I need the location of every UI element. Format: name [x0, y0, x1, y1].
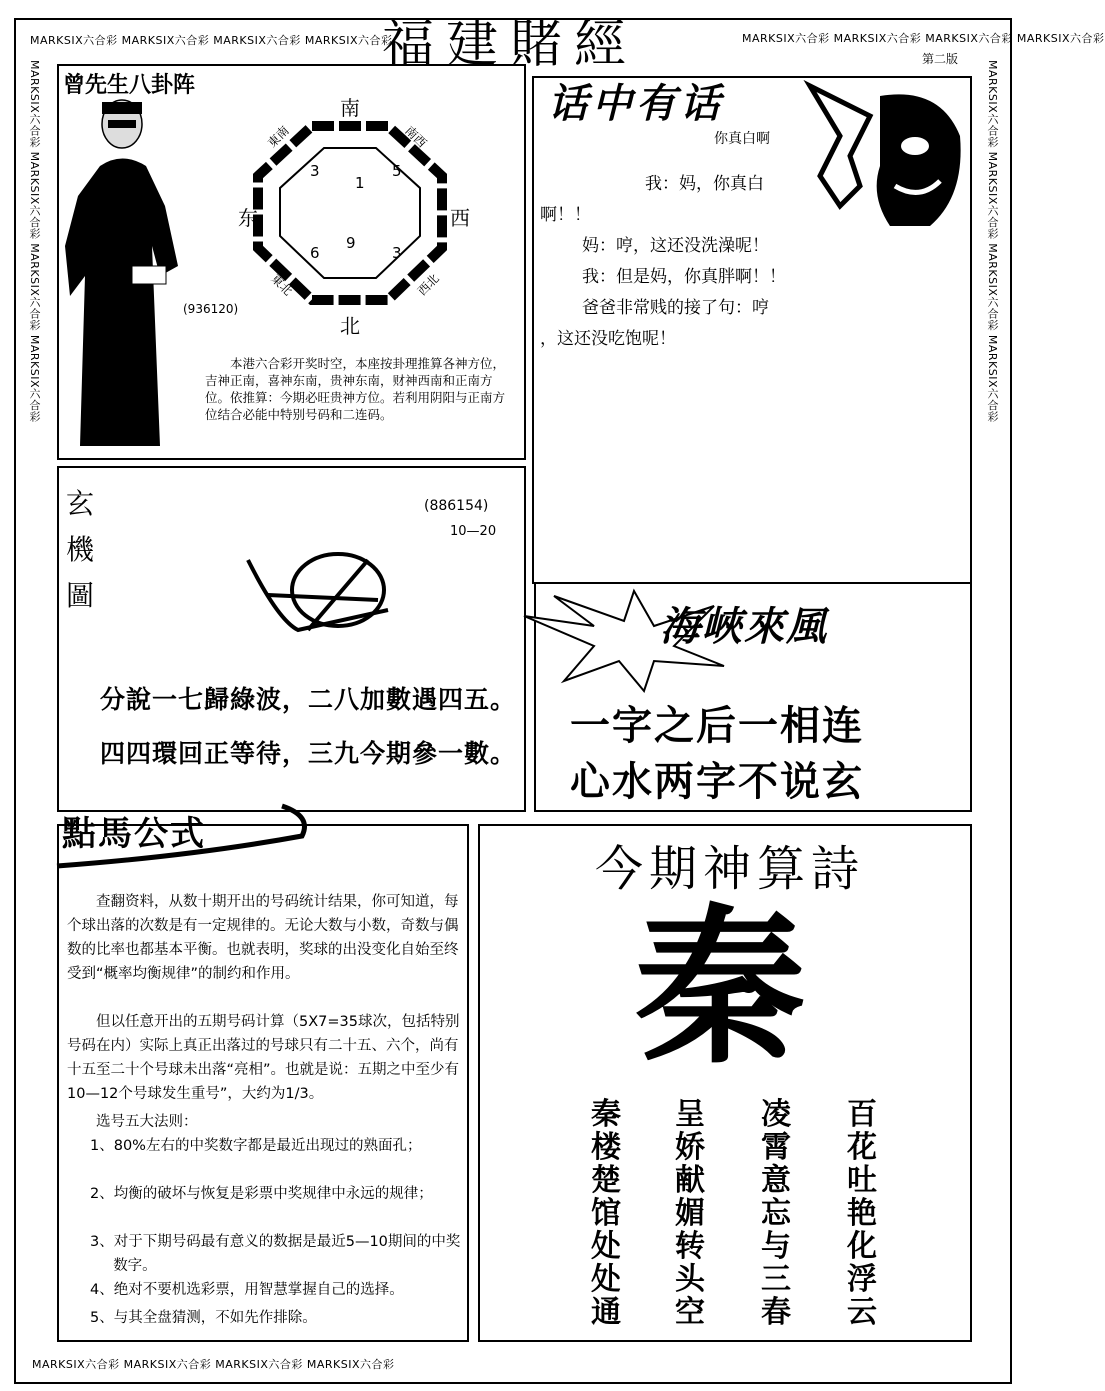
direction-east: 东: [238, 206, 258, 230]
poem-column: 凌 霄 意 忘 与 三 春: [761, 1097, 791, 1330]
direction-south: 南: [340, 96, 360, 120]
xuanji-drawing: [238, 540, 398, 650]
joke-title: 话中有话: [548, 81, 724, 127]
direction-northwest: 西北: [414, 271, 442, 299]
direction-northeast: 東北: [268, 271, 296, 299]
joke-line: 我：但是妈，你真胖啊！！: [582, 267, 786, 287]
xuanji-title-char: 機: [66, 533, 95, 566]
dianma-paragraph: 但以任意开出的五期号码计算（5X7=35球次，包括特别号码在内）实际上真正出落过的号球只有二十五、六个，尚有十五至二十个号球未出落“亮相”。也就是说：五期之中至少有10—12个号球发生重号”，大约为1/3。: [67, 1014, 460, 1102]
bagua-number: 9: [346, 234, 356, 252]
haixia-line-2: 心水两字不说玄: [570, 759, 864, 805]
poem-title: 今期神算詩: [594, 841, 865, 897]
xuanji-verse-2: 四四環回正等待，三九今期參一數。: [100, 739, 517, 768]
poem-column: 百 花 吐 艳 化 浮 云: [847, 1097, 877, 1330]
xuanji-title-char: 圖: [66, 579, 95, 612]
xuanji-verse-1: 分說一七歸綠波，二八加數遇四五。: [100, 685, 517, 714]
bagua-number: 6: [310, 244, 320, 262]
bagua-title: 曾先生八卦阵: [63, 73, 196, 98]
poem-column: 呈 娇 献 媚 转 头 空: [675, 1097, 705, 1330]
dianma-rule: 2、均衡的破坏与恢复是彩票中奖规律中永远的规律；: [90, 1186, 433, 1202]
dianma-rule: 4、绝对不要机选彩票，用智慧掌握自己的选择。: [90, 1282, 404, 1298]
marksix-strip-left: MARKSIX六合彩 MARKSIX六合彩 MARKSIX六合彩 MARKSIX六合彩: [28, 60, 41, 423]
marksix-strip-top-left: MARKSIX六合彩 MARKSIX六合彩 MARKSIX六合彩 MARKSIX六合彩: [30, 34, 393, 47]
joke-line: 爸爸非常贱的接了句：哼: [582, 298, 769, 318]
direction-north: 北: [340, 314, 360, 338]
joke-line: 我：妈，你真白: [645, 174, 764, 194]
haixia-title: 海峽來風: [660, 604, 828, 650]
joke-line: 妈：哼，这还没洗澡呢！: [582, 236, 769, 256]
dianma-paragraph: 选号五大法则：: [96, 1114, 198, 1130]
dianma-rule: 3、对于下期号码最有意义的数据是最近5—10期间的中奖数字。: [90, 1234, 461, 1274]
bagua-number: 5: [392, 162, 402, 180]
cartoon-face: [800, 76, 970, 236]
direction-southwest: 南西: [402, 123, 430, 151]
xuanji-title-char: 玄: [66, 487, 95, 520]
master-portrait: [60, 96, 190, 456]
edition-label: 第二版: [922, 52, 959, 66]
joke-line: ，这还没吃饱呢！: [540, 329, 676, 349]
marksix-strip-bottom: MARKSIX六合彩 MARKSIX六合彩 MARKSIX六合彩 MARKSIX六合彩: [32, 1358, 395, 1371]
marksix-strip-top-right: MARKSIX六合彩 MARKSIX六合彩 MARKSIX六合彩 MARKSIX六合彩: [742, 32, 1105, 45]
bagua-number: 1: [355, 174, 365, 192]
direction-west: 西: [450, 206, 470, 230]
dianma-rule: 5、与其全盘猜测，不如先作排除。: [90, 1310, 317, 1326]
bagua-number: 3: [392, 244, 402, 262]
poem-column: 秦 楼 楚 馆 处 处 通: [591, 1097, 621, 1330]
marksix-strip-right: MARKSIX六合彩 MARKSIX六合彩 MARKSIX六合彩 MARKSIX六合彩: [986, 60, 999, 423]
dianma-paragraph: 查翻资料，从数十期开出的号码统计结果，你可知道，每个球出落的次数是有一定规律的。无论大数与小数，奇数与偶数的比率也都基本平衡。也就表明，奖球的出没变化自始至终受到“概率均衡规律”的制约和作用。: [67, 894, 459, 982]
joke-line: 啊！！: [540, 205, 591, 225]
xuanji-code: (886154): [424, 498, 489, 514]
dianma-title: 點馬公式: [62, 814, 206, 854]
xuanji-range: 10—20: [450, 524, 497, 539]
poem-big-char: 秦: [634, 888, 805, 1088]
page-title: 福建賭經: [381, 15, 638, 75]
bagua-number: 3: [310, 162, 320, 180]
haixia-line-1: 一字之后一相连: [570, 703, 864, 749]
bagua-code: (936120): [183, 302, 239, 316]
direction-southeast: 東南: [264, 123, 292, 151]
joke-subtitle: 你真白啊: [714, 131, 770, 147]
dianma-rule: 1、80%左右的中奖数字都是最近出现过的熟面孔；: [90, 1138, 422, 1154]
bagua-text: 本港六合彩开奖时空，本座按卦理推算各神方位，吉神正南，喜神东南，贵神东南，财神西南和正南方位。依推算：今期必旺贵神方位。若利用阴阳与正南方位结合必能中特别号码和二连码。: [205, 356, 506, 422]
